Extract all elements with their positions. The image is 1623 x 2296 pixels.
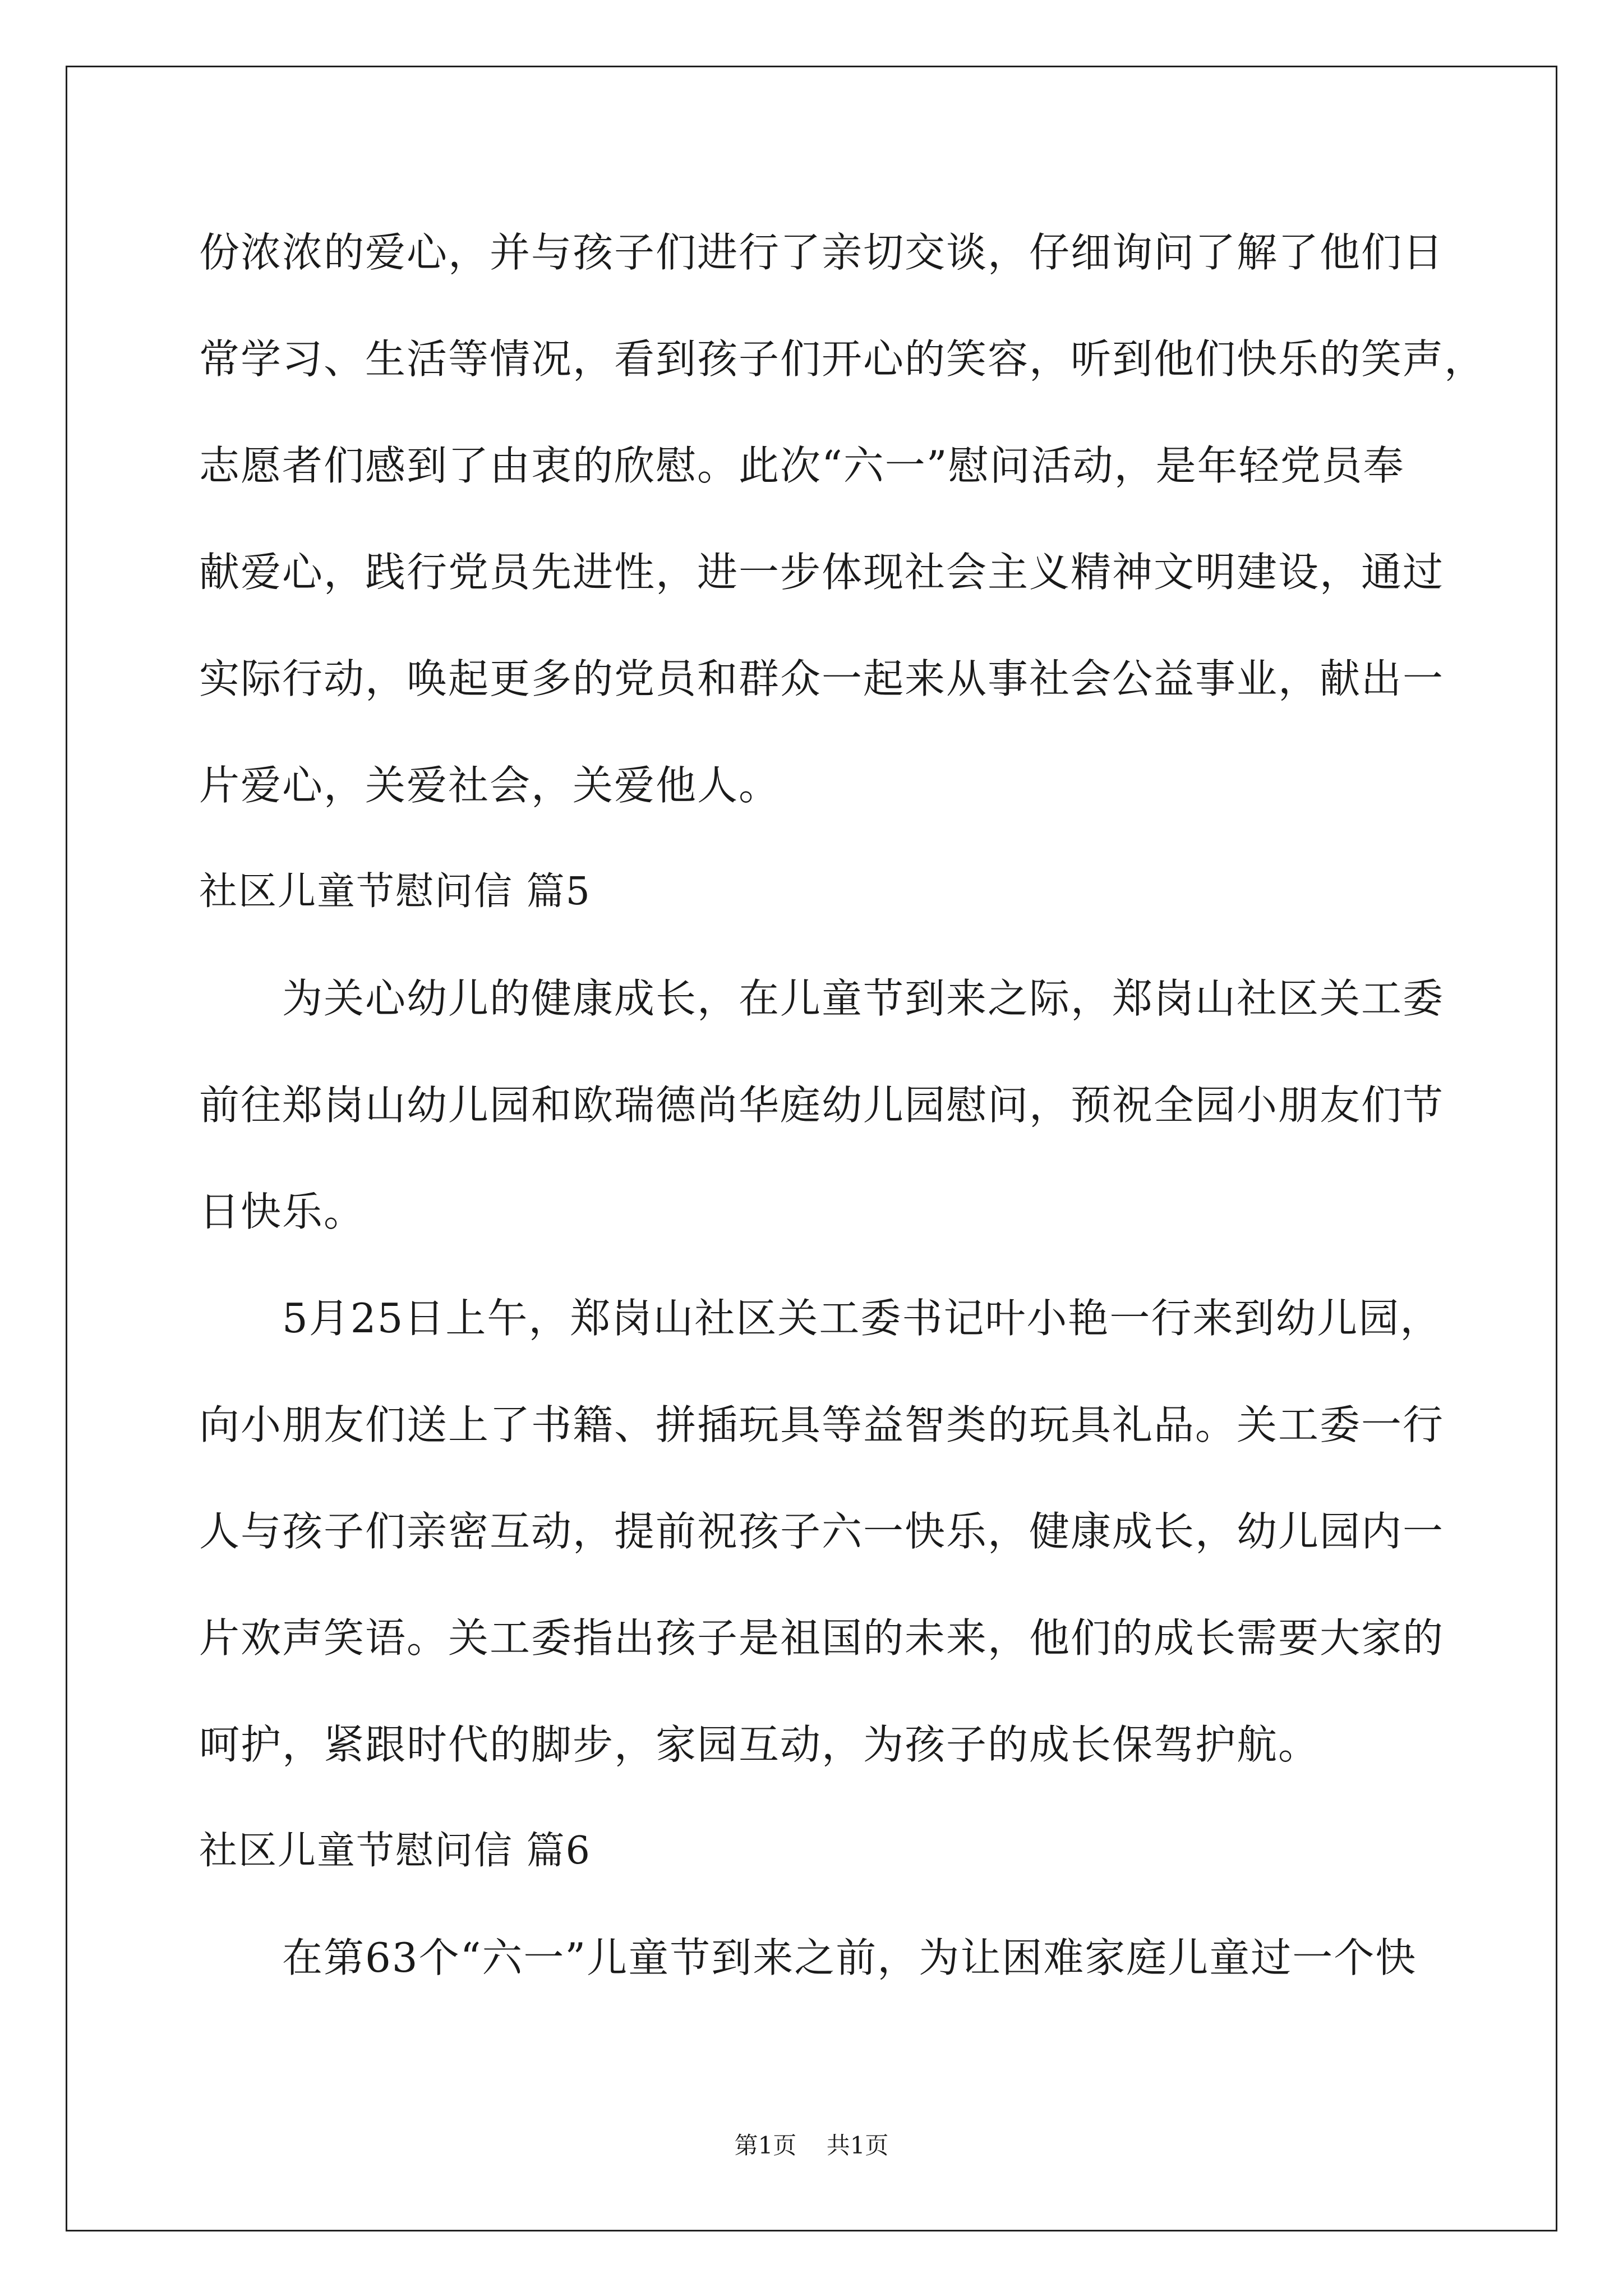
document-body — [199, 199, 1486, 2011]
text-line: 实际行动，唤起更多的党员和群众一起来从事社会公益事业，献出一 — [199, 655, 1445, 702]
text-line: 为关心幼儿的健康成长，在儿童节到来之际，郑岗山社区关工委 — [282, 975, 1445, 1022]
text-line: 向小朋友们送上了书籍、拼插玩具等益智类的玩具礼品。关工委一行 — [199, 1401, 1445, 1448]
text-line: 人与孩子们亲密互动，提前祝孩子六一快乐，健康成长，幼儿园内一 — [199, 1508, 1445, 1555]
text-line: 在第63个“六一”儿童节到来之前，为让困难家庭儿童过一个快 — [282, 1934, 1417, 1981]
text-line: 常学习、生活等情况，看到孩子们开心的笑容，听到他们快乐的笑声， — [199, 335, 1486, 383]
text-line: 献爱心，践行党员先进性，进一步体现社会主义精神文明建设，通过 — [199, 549, 1445, 596]
section-heading-6: 社区儿童节慰问信 篇6 — [199, 1829, 591, 1873]
text-line: 片欢声笑语。关工委指出孩子是祖国的未来，他们的成长需要大家的 — [199, 1614, 1445, 1662]
text-line: 份浓浓的爱心，并与孩子们进行了亲切交谈，仔细询问了解了他们日 — [199, 229, 1445, 276]
section-heading-5: 社区儿童节慰问信 篇5 — [199, 869, 591, 914]
page-number-total: 共1页 — [826, 2132, 889, 2159]
text-line: 志愿者们感到了由衷的欣慰。此次“六一”慰问活动，是年轻党员奉 — [199, 442, 1405, 489]
text-line: 5月25日上午，郑岗山社区关工委书记叶小艳一行来到幼儿园， — [282, 1295, 1442, 1342]
page-footer — [0, 2129, 1623, 2162]
page-number-current: 第1页 — [734, 2132, 797, 2159]
text-line: 前往郑岗山幼儿园和欧瑞德尚华庭幼儿园慰问，预祝全园小朋友们节 — [199, 1082, 1445, 1129]
text-line: 呵护，紧跟时代的脚步，家园互动，为孩子的成长保驾护航。 — [199, 1721, 1320, 1768]
text-line: 片爱心，关爱社会，关爱他人。 — [199, 762, 781, 809]
text-line: 日快乐。 — [199, 1188, 366, 1235]
